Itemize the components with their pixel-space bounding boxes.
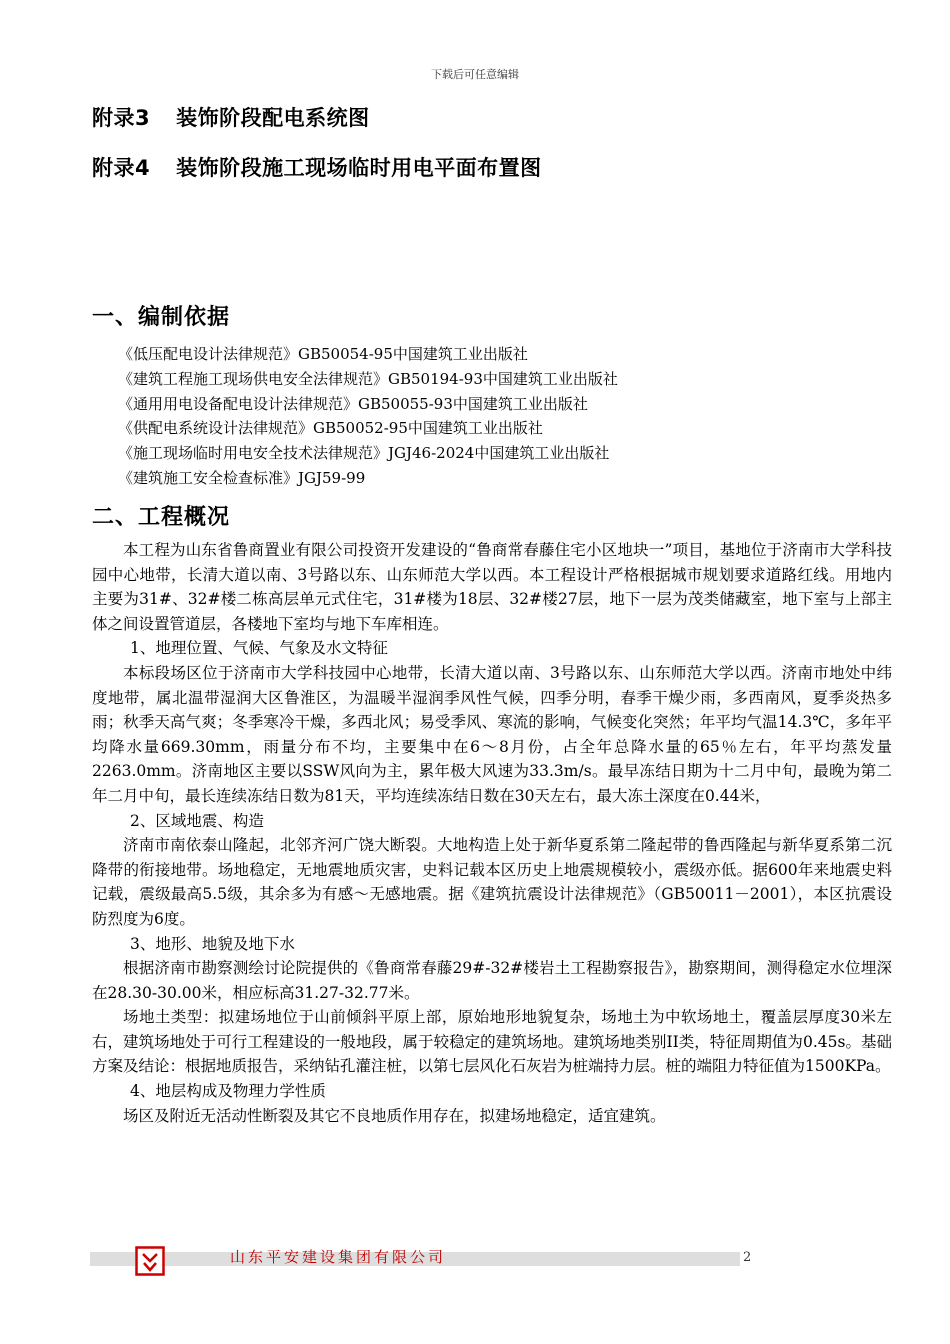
section-2-title: 二、工程概况 [92, 505, 231, 530]
appendix-title: 装饰阶段配电系统图 [176, 106, 370, 130]
appendix-number: 附录4 [92, 156, 151, 180]
subsection-4-paragraph: 场区及附近无活动性断裂及其它不良地质作用存在，拟建场地稳定，适宜建筑。 [123, 1106, 666, 1125]
appendix-4-heading [92, 152, 542, 182]
subsection-4-title: 4、地层构成及物理力学性质 [130, 1082, 326, 1101]
reference-item: 《施工现场临时用电安全技术法律规范》JGJ46-2024中国建筑工业出版社 [118, 444, 610, 463]
company-name: 山东平安建设集团有限公司 [230, 1248, 447, 1266]
subsection-3-title: 3、地形、地貌及地下水 [130, 934, 295, 953]
section-2-body [92, 538, 892, 1128]
intro-paragraph: 本工程为山东省鲁商置业有限公司投资开发建设的“鲁商常春藤住宅小区地块一”项目，基地位于济南市大学科技园中心地带，长清大道以南、3号路以东、山东师范大学以西。本工程设计严格根据城市规划要求道路红线。用地内主要为31#、32#楼二栋高层单元式住宅，31#楼为18层、32#楼27层，地下一层为茂类储藏室，地下室与上部主体之间设置管道层，各楼地下室均与地下车库相连。 [92, 541, 892, 633]
subsection-1-title: 1、地理位置、气候、气象及水文特征 [130, 639, 388, 658]
appendix-3-heading [92, 102, 370, 132]
subsection-2-paragraph: 济南市南依泰山隆起，北邻齐河广饶大断裂。大地构造上处于新华夏系第二隆起带的鲁西隆起与新华夏系第二沉降带的衔接地带。场地稳定，无地震地质灾害，史料记载本区历史上地震规模较小，震级亦低。据600年来地震史料记载，震级最高5.5级，其余多为有感～无感地震。据《建筑抗震设计法律规范》（GB50011－2001），本区抗震设防烈度为6度。 [92, 836, 892, 928]
reference-item: 《建筑施工安全检查标准》JGJ59-99 [118, 468, 366, 487]
subsection-1-paragraph: 本标段场区位于济南市大学科技园中心地带，长清大道以南、3号路以东、山东师范大学以西。济南市地处中纬度地带，属北温带湿润大区鲁淮区，为温暖半湿润季风性气候，四季分明，春季干燥少雨，多西南风，夏季炎热多雨；秋季天高气爽；冬季寒冷干燥，多西北风；易受季风、寒流的影响，气候变化突然；年平均气温14.3℃，多年平均降水量669.30mm，雨量分布不均，主要集中在6～8月份，占全年总降水量的65％左右，年平均蒸发量2263.0mm。济南地区主要以SSW风向为主，累年极大风速为33.3m/s。最早冻结日期为十二月中旬，最晚为第二年二月中旬，最长连续冻结日数为81天，平均连续冻结日数在30天左右，最大冻土深度在0.44米， [92, 663, 892, 805]
subsection-3-paragraph: 根据济南市勘察测绘讨论院提供的《鲁商常春藤29#-32#楼岩土工程勘察报告》，勘察期间，测得稳定水位埋深在28.30-30.00米，相应标高31.27-32.77米。 [92, 959, 892, 1002]
header-note: 下载后可任意编辑 [431, 68, 519, 81]
appendix-title: 装饰阶段施工现场临时用电平面布置图 [176, 156, 542, 180]
reference-item: 《通用用电设备配电设计法律规范》GB50055-93中国建筑工业出版社 [118, 394, 588, 413]
subsection-2-title: 2、区域地震、构造 [130, 811, 264, 830]
reference-list [118, 342, 618, 491]
page-number: 2 [743, 1250, 752, 1265]
reference-item: 《供配电系统设计法律规范》GB50052-95中国建筑工业出版社 [118, 419, 543, 438]
appendix-number: 附录3 [92, 106, 151, 130]
reference-item: 《建筑工程施工现场供电安全法律规范》GB50194-93中国建筑工业出版社 [118, 369, 618, 388]
page-footer [90, 1246, 750, 1272]
section-1-title: 一、编制依据 [92, 305, 231, 330]
subsection-3-paragraph-2: 场地土类型：拟建场地位于山前倾斜平原上部，原始地形地貌复杂，场地土为中软场地土，覆盖层厚度30米左右，建筑场地处于可行工程建设的一般地段，属于较稳定的建筑场地。建筑场地类别II类，特征周期值为0.45s。基础方案及结论：根据地质报告，采纳钻孔灌注桩，以第七层风化石灰岩为桩端持力层。桩的端阻力特征值为1500KPa。 [92, 1008, 892, 1076]
reference-item: 《低压配电设计法律规范》GB50054-95中国建筑工业出版社 [118, 345, 528, 363]
company-logo-icon [135, 1246, 165, 1276]
